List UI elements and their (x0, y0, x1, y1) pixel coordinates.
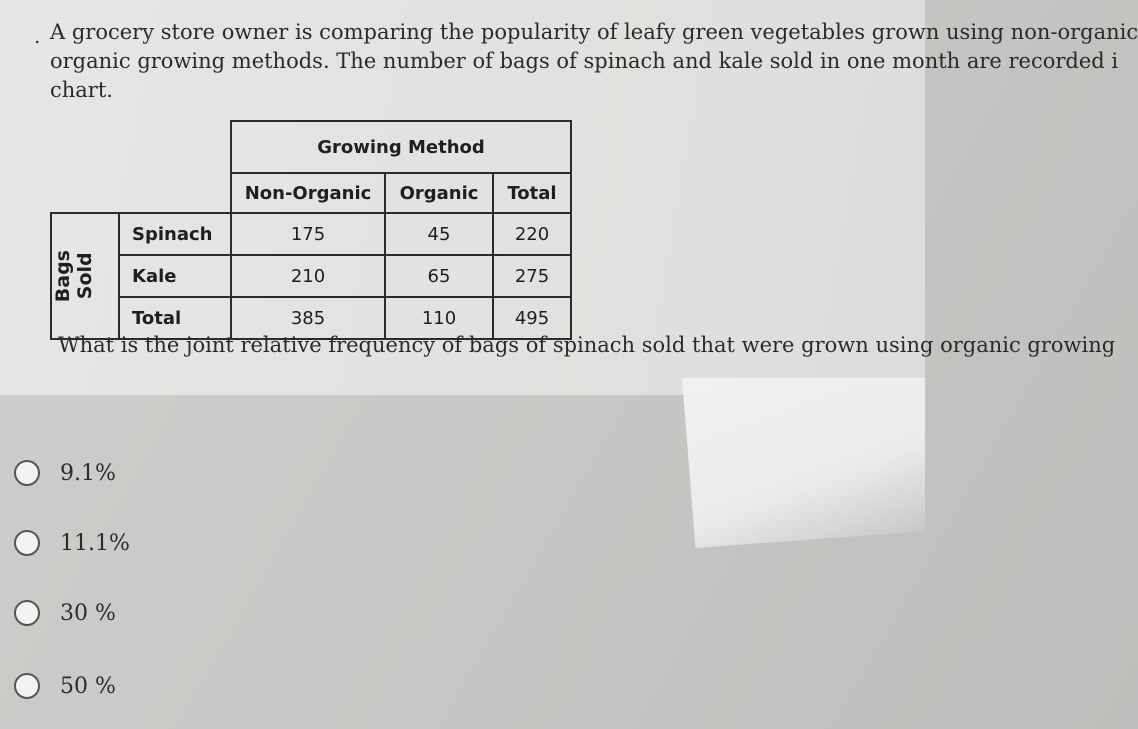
column-header: Non-Organic (231, 173, 385, 213)
row-header: Total (119, 297, 231, 339)
row-header: Spinach (119, 213, 231, 255)
question-text (50, 18, 1138, 105)
row-group-label: Bags Sold (52, 249, 96, 303)
radio-button[interactable] (14, 600, 40, 626)
radio-button[interactable] (14, 673, 40, 699)
question-bullet: . (34, 24, 41, 48)
answer-option-2[interactable] (14, 527, 130, 559)
row-group-cell (51, 213, 119, 339)
option-label: 9.1% (60, 460, 116, 486)
option-label: 11.1% (60, 530, 130, 556)
row-header: Kale (119, 255, 231, 297)
table-cell: 220 (493, 213, 571, 255)
table-cell: 385 (231, 297, 385, 339)
table-cell: 275 (493, 255, 571, 297)
answer-option-1[interactable] (14, 457, 116, 489)
two-way-table (50, 120, 572, 340)
column-header: Organic (385, 173, 493, 213)
option-label: 50 % (60, 673, 116, 699)
answer-option-4[interactable] (14, 670, 116, 702)
table-cell: 110 (385, 297, 493, 339)
table-cell: 65 (385, 255, 493, 297)
radio-button[interactable] (14, 530, 40, 556)
radio-button[interactable] (14, 460, 40, 486)
screen-glare (655, 378, 925, 548)
column-header: Total (493, 173, 571, 213)
question-line: chart. (50, 78, 113, 102)
question-line: A grocery store owner is comparing the popularity of leafy green vegetables grown using non-organic (50, 20, 1138, 44)
answer-option-3[interactable] (14, 597, 116, 629)
question-prompt: What is the joint relative frequency of bags of spinach sold that were grown using organic growing (58, 333, 1116, 357)
table-cell: 175 (231, 213, 385, 255)
group-header: Growing Method (231, 121, 571, 173)
table-cell: 210 (231, 255, 385, 297)
table-cell: 495 (493, 297, 571, 339)
question-line: organic growing methods. The number of bags of spinach and kale sold in one month are recorded i (50, 49, 1119, 73)
option-label: 30 % (60, 600, 116, 626)
table-cell: 45 (385, 213, 493, 255)
